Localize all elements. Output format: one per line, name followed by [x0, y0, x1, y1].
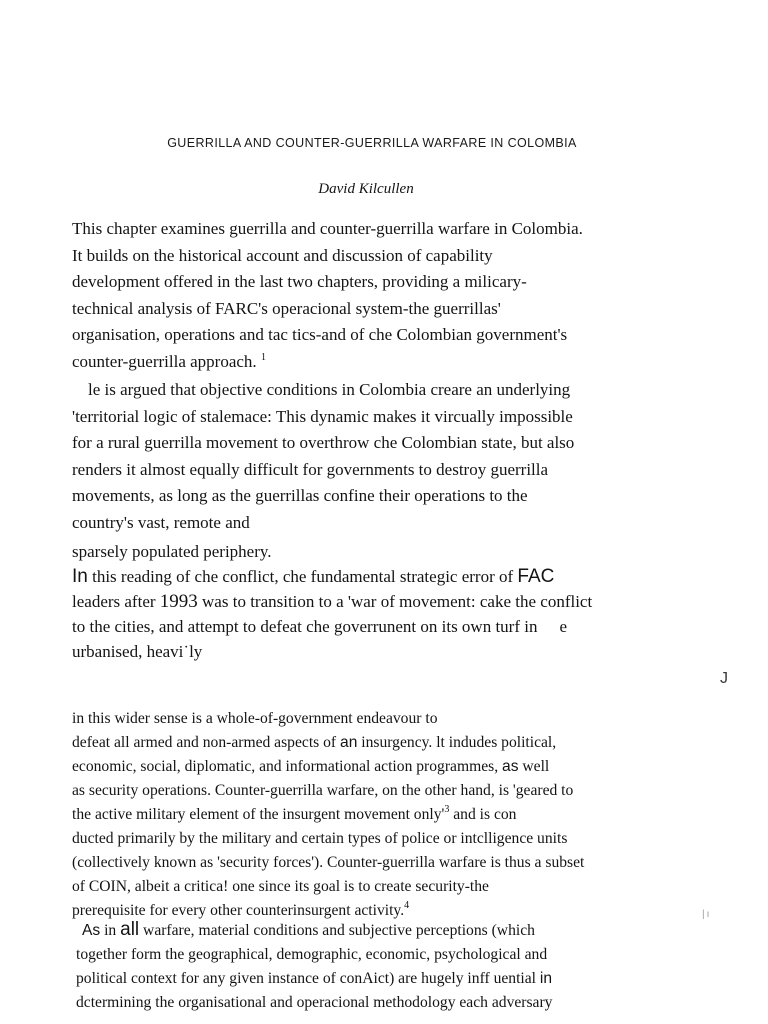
text-fragment: as — [502, 758, 519, 775]
text-fragment: As — [82, 922, 101, 939]
text-line: for a rural guerrilla movement to overthrow che Colombian state, but also — [72, 433, 575, 452]
text-fragment: In — [72, 566, 88, 587]
text-fragment: insurgency. lt indudes political, — [357, 734, 557, 751]
text-line — [72, 349, 664, 376]
text-fragment: 1993 — [159, 591, 198, 612]
text-line: of COIN, albeit a critica! one since its goal is to create security-the — [72, 878, 489, 895]
text-fragment: an — [340, 734, 358, 751]
text-fragment: warfare, material conditions and subjective perceptions (which — [139, 922, 535, 939]
text-fragment: in — [539, 970, 553, 987]
text-fragment: all — [120, 919, 140, 940]
paragraph-coin-definition — [72, 707, 670, 923]
margin-mark: J — [720, 670, 728, 687]
text-line: It builds on the historical account and discussion of capability — [72, 245, 493, 265]
text-line — [76, 918, 672, 943]
text-fragment: defeat all armed and non-armed aspects of — [72, 734, 341, 751]
text-fragment: was to transition to a 'war of movement: cake the conflict — [197, 592, 593, 611]
text-fragment: the active military element of the insurgent movement only' — [72, 806, 445, 823]
text-fragment: to the cities, and attempt to defeat che goverrunent on its own turf in — [72, 617, 538, 636]
text-line: This chapter examines guerrilla and counter-guerrilla warfare in Colombia. — [72, 219, 583, 238]
text-fragment: well — [518, 758, 550, 775]
footnote-ref-4: 4 — [404, 900, 410, 911]
text-line — [72, 589, 672, 614]
text-line: renders it almost equally difficult for governments to destroy guerrilla — [72, 459, 549, 479]
text-line — [72, 614, 672, 639]
footnote-ref-1: 1 — [260, 351, 266, 363]
text-line — [72, 803, 670, 827]
text-line — [76, 967, 672, 991]
text-line — [72, 755, 670, 779]
text-line: dctermining the organisational and operacional methodology each adversary — [76, 994, 553, 1011]
text-fragment: prerequisite for every other counterinsurgent activity. — [72, 902, 405, 919]
text-line: movements, as long as the guerrillas confine their operations to the — [72, 486, 528, 505]
text-line: (collectively known as 'security forces'). Counter-guerrilla warfare is thus a subset — [72, 854, 585, 871]
paragraph-conflict-reading — [72, 539, 672, 664]
text-line: country's vast, remote and — [72, 512, 250, 532]
text-fragment: this reading of che conflict, che fundamental strategic error of — [87, 567, 518, 586]
text-line: in this wider sense is a whole-of-government endeavour to — [72, 710, 438, 727]
text-line: technical analysis of FARC's operacional system-the guerrillas' — [72, 298, 501, 318]
text-line: organisation, operations and tac tics-and of che Colombian government's — [72, 325, 568, 344]
author-name: David Kilcullen — [318, 181, 414, 197]
text-line: sparsely populated periphery. — [72, 542, 272, 561]
text-line: development offered in the last two chapters, providing a milicary- — [72, 272, 527, 291]
text-fragment: leaders after — [72, 592, 160, 611]
text-line: urbanised, heavi˙ly — [72, 642, 203, 661]
text-line: 'territorial logic of stalemace: This dynamic makes it vircually impossible — [72, 406, 573, 426]
chapter-title: GUERRILLA AND COUNTER-GUERRILLA WARFARE IN COLOMBIA — [167, 136, 577, 150]
text-fragment: political context for any given instance of conAict) are hugely inff uential — [76, 970, 540, 987]
footnote-ref-3: 3 — [444, 804, 450, 815]
text-line — [72, 564, 672, 589]
paragraph-intro — [72, 216, 664, 375]
text-fragment: e — [559, 617, 568, 636]
text-line: as security operations. Counter-guerrilla warfare, on the other hand, is 'geared to — [72, 782, 574, 799]
text-fragment: FAC — [517, 566, 555, 587]
text-line: ducted primarily by the military and certain types of police or intclligence units — [72, 830, 568, 847]
text-line: together form the geographical, demographic, economic, psychological and — [76, 946, 548, 963]
paragraph-material-conditions — [76, 918, 672, 1015]
text-line — [72, 731, 670, 755]
paragraph-argument — [72, 377, 664, 536]
text-fragment: and is con — [449, 806, 517, 823]
margin-scan-mark: | ı — [702, 909, 710, 920]
text-fragment: in — [100, 922, 121, 939]
text-fragment: counter-guerrilla approach. — [72, 351, 257, 371]
text-fragment: economic, social, diplomatic, and informational action programmes, — [72, 758, 503, 775]
text-line: le is argued that objective conditions in Colombia creare an underlying — [88, 380, 571, 399]
